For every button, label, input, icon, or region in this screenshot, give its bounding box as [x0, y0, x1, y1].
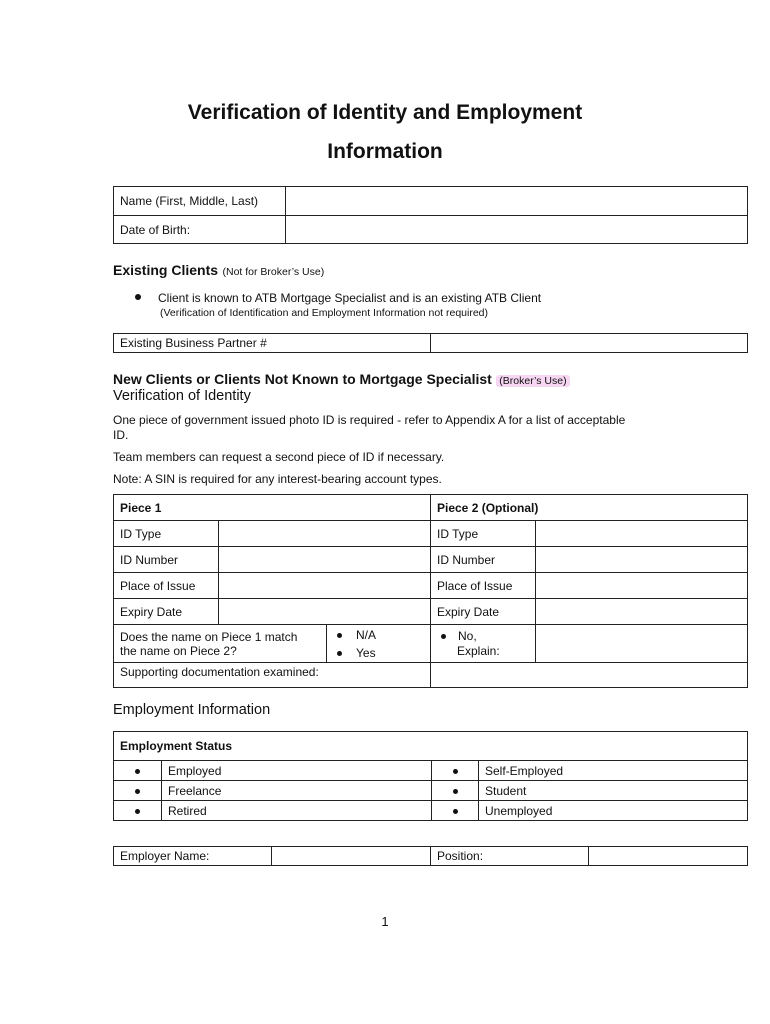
piece1-place-field[interactable]: [219, 573, 431, 599]
name-match-question-line2: the name on Piece 2?: [120, 643, 237, 658]
na-option[interactable]: [337, 626, 424, 644]
new-clients-heading: [113, 371, 570, 389]
id-table: [113, 494, 748, 688]
sin-note: Note: A SIN is required for any interest-bearing account types.: [113, 472, 442, 486]
unemployed-bullet[interactable]: [432, 801, 479, 821]
retired-option: Retired: [162, 801, 432, 821]
freelance-option: Freelance: [162, 781, 432, 801]
name-label: Name (First, Middle, Last): [114, 187, 286, 216]
existing-clients-note: (Not for Broker’s Use): [222, 266, 325, 278]
piece1-place-label: Place of Issue: [114, 573, 219, 599]
employment-heading: Employment Information: [113, 702, 271, 718]
employer-name-label: Employer Name:: [114, 847, 272, 866]
page-number: 1: [381, 914, 389, 929]
explain-label: Explain:: [457, 643, 500, 658]
bullet-icon: [453, 809, 458, 814]
employed-option: Employed: [162, 761, 432, 781]
piece1-id-number-field[interactable]: [219, 547, 431, 573]
piece2-id-type-label: ID Type: [431, 521, 536, 547]
dob-label: Date of Birth:: [114, 216, 286, 244]
piece1-id-type-field[interactable]: [219, 521, 431, 547]
dob-field[interactable]: [286, 216, 748, 244]
name-match-options: [327, 625, 431, 663]
yes-option[interactable]: [337, 644, 424, 662]
piece1-id-number-label: ID Number: [114, 547, 219, 573]
existing-client-bullet-text: Client is known to ATB Mortgage Specialist and is an existing ATB Client: [158, 291, 542, 305]
document-title-line1: Verification of Identity and Employment: [187, 101, 583, 124]
piece2-expiry-label: Expiry Date: [431, 599, 536, 625]
piece2-id-type-field[interactable]: [536, 521, 748, 547]
bullet-icon: [453, 789, 458, 794]
name-match-question-line1: Does the name on Piece 1 match: [120, 629, 298, 644]
self-employed-option: Self-Employed: [479, 761, 748, 781]
name-match-question: [114, 625, 327, 663]
piece1-expiry-field[interactable]: [219, 599, 431, 625]
explain-field[interactable]: [536, 625, 748, 663]
piece2-place-label: Place of Issue: [431, 573, 536, 599]
no-explain-cell[interactable]: [431, 625, 536, 663]
bullet-icon: [441, 634, 446, 639]
employed-bullet[interactable]: [114, 761, 162, 781]
piece1-id-type-label: ID Type: [114, 521, 219, 547]
bullet-icon: [135, 789, 140, 794]
freelance-bullet[interactable]: [114, 781, 162, 801]
existing-client-bullet-subtext: (Verification of Identification and Employment Information not required): [160, 307, 489, 319]
piece2-id-number-field[interactable]: [536, 547, 748, 573]
employer-name-field[interactable]: [272, 847, 431, 866]
existing-clients-heading: [113, 262, 324, 280]
retired-bullet[interactable]: [114, 801, 162, 821]
bullet-icon: [135, 769, 140, 774]
supporting-docs-field[interactable]: [431, 663, 748, 688]
bullet-icon: [135, 809, 140, 814]
na-label: N/A: [356, 627, 377, 642]
verification-subheading: Verification of Identity: [113, 388, 251, 404]
employment-status-table: [113, 731, 748, 821]
student-bullet[interactable]: [432, 781, 479, 801]
no-label: No,: [458, 628, 477, 643]
existing-clients-title: Existing Clients: [113, 262, 219, 278]
piece2-id-number-label: ID Number: [431, 547, 536, 573]
employer-table: [113, 846, 748, 866]
position-label: Position:: [431, 847, 589, 866]
bullet-icon: [453, 769, 458, 774]
piece2-expiry-field[interactable]: [536, 599, 748, 625]
second-id-note: Team members can request a second piece of ID if necessary.: [113, 450, 445, 464]
piece1-header: Piece 1: [114, 495, 431, 521]
bullet-icon: [337, 651, 342, 656]
id-requirement-line2: ID.: [113, 428, 129, 442]
yes-label: Yes: [356, 645, 376, 660]
unemployed-option: Unemployed: [479, 801, 748, 821]
new-clients-title: New Clients or Clients Not Known to Mortgage Specialist: [113, 371, 492, 387]
identity-table: [113, 186, 748, 244]
brokers-use-badge: (Broker’s Use): [496, 375, 569, 387]
employment-status-header: Employment Status: [114, 732, 748, 761]
position-field[interactable]: [589, 847, 748, 866]
id-requirement-line1: One piece of government issued photo ID is required - refer to Appendix A for a list of acceptable: [113, 413, 626, 427]
name-field[interactable]: [286, 187, 748, 216]
student-option: Student: [479, 781, 748, 801]
document-title-line2: Information: [327, 140, 443, 163]
supporting-docs-label: Supporting documentation examined:: [114, 663, 431, 688]
bullet-icon: [337, 633, 342, 638]
business-partner-table: [113, 333, 748, 353]
business-partner-field[interactable]: [431, 334, 748, 353]
piece2-header: Piece 2 (Optional): [431, 495, 748, 521]
bullet-icon: [135, 294, 141, 300]
piece1-expiry-label: Expiry Date: [114, 599, 219, 625]
business-partner-label: Existing Business Partner #: [114, 334, 431, 353]
piece2-place-field[interactable]: [536, 573, 748, 599]
self-employed-bullet[interactable]: [432, 761, 479, 781]
